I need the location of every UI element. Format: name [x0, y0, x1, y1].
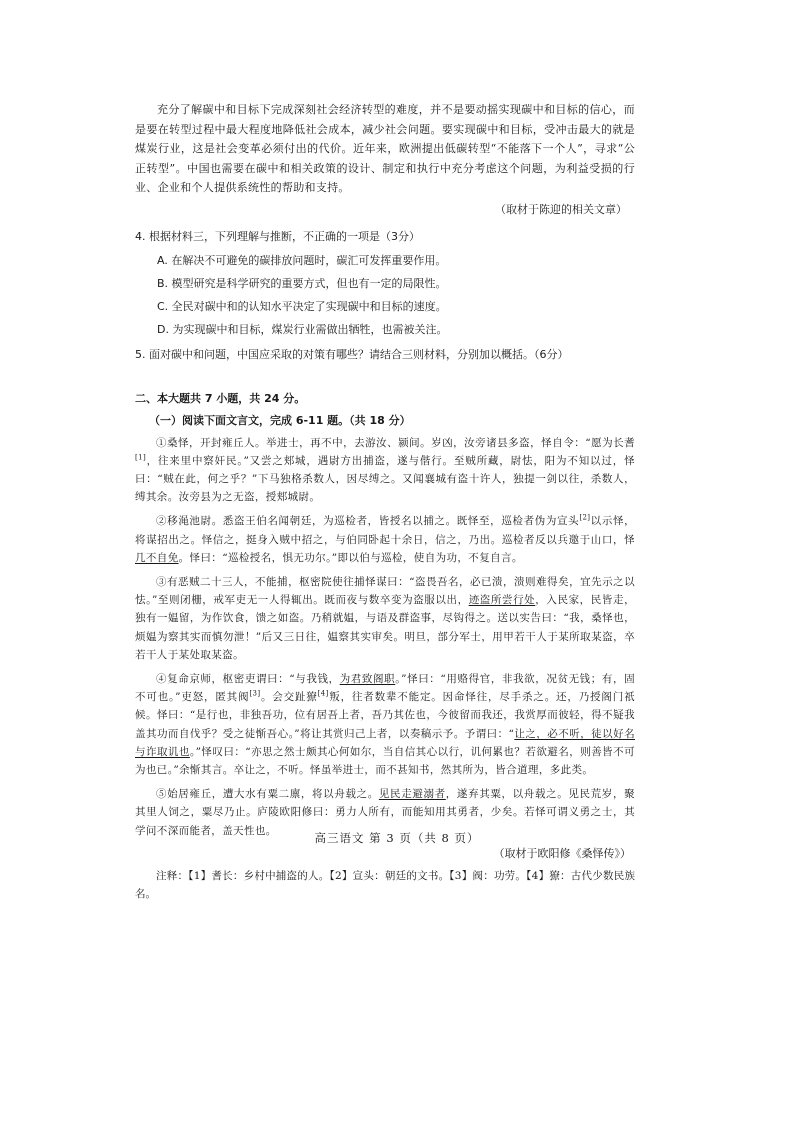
underlined-phrase: 迹盗所尝行处 [468, 594, 536, 607]
intro-paragraph: 充分了解碳中和目标下完成深刻社会经济转型的难度，并不是要动摇实现碳中和目标的信心，而是要在转型过程中最大程度地降低社会成本，减少社会问题。要实现碳中和目标，受冲击最大的就是煤炭行业，这是社会变革必须付出的代价。近年来，欧洲提出低碳转型“不能落下一个人”，寻求“公正转型”。中国也需要在碳中和相关政策的设计、制定和执行中充分考虑这个问题，为利益受损的行业、企业和个人提供系统性的帮助和支持。 [135, 103, 635, 194]
question-4-option-c: C. 全民对碳中和的认知水平决定了实现碳中和目标的速度。 [157, 299, 447, 313]
note-ref-2: [2] [579, 513, 591, 522]
passage-paragraph-4: ④复命京师，枢密吏谓曰：“与我钱，为君致阁职。”怿曰：“用赂得官，非我欲，况贫无钱；有，固不可也。”吏怒，匿其阀[3]。会交趾獠[4]叛，往者数辈不能定。因命怿往，尽手杀之。还，乃授阁门祇候。怿曰：“是行也，非独吾功，位有居吾上者，吾乃其佐也，今彼留而我还，我赏厚而彼轻，得不疑我盖其功而自伐乎？受之徒惭吾心。”将让其赏归己上者，以奏稿示予。予谓曰：“让之，必不听，徒以好名与诈取讥也。”怿叹曰：“亦思之然士颇其心何如尔，当自信其心以行，讥何累也？若欲避名，则善皆不可为也已。”余惭其言。卒让之，不听。怿虽举进士，而不甚知书，然其所为，皆合道理，多此类。 [135, 672, 636, 776]
passage-paragraph-3: ③有恶贼二十三人，不能捕，枢密院使往捕怿谋曰：“盗畏吾名，必已溃，溃则难得矣，宜先示之以怯。”至则闭栅，戒军吏无一人得辄出。既而夜与数卒变为盗服以出，迹盗所尝行处，入民家，民皆走，独有一媪留，为作饮食，馈之如盗。乃稍就媪，与语及群盗事，尽钩得之。送以实告曰：“我，桑怿也，烦媪为察其实而慎勿泄！”后又三日往，媪察其实审矣。明旦，部分军士，用甲若干人于某所取某盗，卒若干人于某处取某盗。 [135, 575, 635, 661]
annotations: 注释：【1】耆长：乡村中捕盗的人。【2】宣头：朝廷的文书。【3】阀：功劳。【4】獠：古代少数民族名。 [135, 869, 635, 900]
question-5: 5. 面对碳中和问题，中国应采取的对策有哪些？请结合三则材料，分别加以概括。（6分） [135, 347, 569, 361]
question-4-option-b: B. 模型研究是科学研究的重要方式，但也有一定的局限性。 [157, 276, 447, 290]
underlined-phrase: 见民走避溺者 [378, 788, 446, 801]
note-ref-4: [4] [317, 689, 329, 698]
underlined-phrase: 几不自免 [135, 551, 179, 564]
underlined-phrase: 为君致阁职 [339, 672, 396, 685]
section-2-title: 二、本大题共 7 小题，共 24 分。 [135, 391, 306, 405]
passage-source: （取材于欧阳修《桑怿传》） [493, 846, 631, 860]
passage-paragraph-2: ②移渑池尉。悉盗王伯名闻朝廷，为巡检者，皆授名以捕之。既怿至，巡检者伪为宣头[2]以示怿，将谋招出之。怿信之，挺身入贼中招之，与伯同卧起十余日，信之，乃出。巡检者反以兵邀于山口，怿几不自免。怿曰：“巡检授名，惧无功尔。”即以伯与巡检，使自为功，不复自言。 [135, 513, 635, 564]
question-4-stem: 4. 根据材料三，下列理解与推断，不正确的一项是（3分） [135, 229, 420, 243]
passage-paragraph-5: ⑤始居雍丘，遭大水有粟二廪，将以舟载之。见民走避溺者，遂弃其粟，以舟载之。见民荒岁，聚其里人饲之，粟尽乃止。庐陵欧阳修曰：勇力人所有，而能知用其勇者，少矣。若怿可谓义勇之士，其学问不深而能者，盖天性也。 [135, 788, 635, 837]
intro-source: （取材于陈迎的相关文章） [495, 202, 627, 216]
page-footer: 高三语文 第 3 页（共 8 页） [314, 831, 480, 845]
note-ref-3: [3] [249, 689, 261, 698]
section-2-subtitle: （一）阅读下面文言文，完成 6-11 题。（共 18 分） [149, 413, 411, 427]
note-ref-1: [1] [135, 453, 147, 462]
exam-page [135, 100, 635, 903]
question-4-option-a: A. 在解决不可避免的碳排放问题时，碳汇可发挥重要作用。 [157, 253, 447, 267]
passage-paragraph-1: ①桑怿，开封雍丘人。举进士，再不中，去游汝、颍间。岁凶，汝旁诸县多盗，怿自令：“愿为长耆[1]，往来里中察奸民。”又尝之郏城，遇尉方出捕盗，遂与偕行。至贼所藏，尉怯，阳为不知以过，怿曰：“贼在此，何之乎？”下马独格杀数人，因尽缚之。又闻襄城有盗十许人，独提一剑以往，杀数人，缚其余。汝旁县为之无盗，授郏城尉。 [135, 436, 635, 504]
question-4-option-d: D. 为实现碳中和目标，煤炭行业需做出牺牲，也需被关注。 [157, 322, 448, 336]
underlined-sentence: 让之，必不听，徒以好名与诈取讥也 [135, 727, 635, 758]
